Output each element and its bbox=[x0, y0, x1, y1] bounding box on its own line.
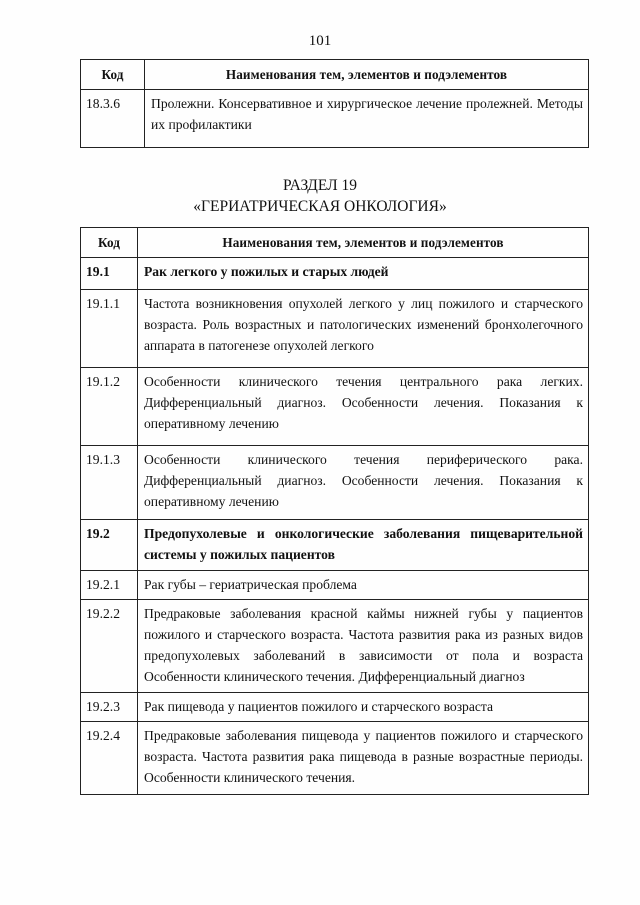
row-text: Частота возникновения опухолей легкого у лиц пожилого и старческого возраста. Роль возрастных и патологических изменений бронхолегочного аппарата в патогенезе опухолей легкого bbox=[138, 290, 589, 368]
table-continued bbox=[80, 59, 589, 148]
row-code: 18.3.6 bbox=[81, 90, 145, 148]
header-name: Наименования тем, элементов и подэлементов bbox=[145, 60, 589, 90]
row-code: 19.2.1 bbox=[81, 571, 138, 600]
table-row bbox=[81, 600, 589, 693]
row-text: Предраковые заболевания красной каймы нижней губы у пациентов пожилого и старческого возраста. Частота развития рака из разных видов предопухолевых заболеваний в зависимости от пола и возраста Особенности клинического течения. Дифференциальный диагноз bbox=[138, 600, 589, 693]
table-row bbox=[81, 571, 589, 600]
row-code: 19.2.2 bbox=[81, 600, 138, 693]
table-row bbox=[81, 722, 589, 795]
table-row bbox=[81, 520, 589, 571]
table-row bbox=[81, 446, 589, 520]
table-row bbox=[81, 693, 589, 722]
table-row bbox=[81, 90, 589, 148]
row-text: Особенности клинического течения периферического рака. Дифференциальный диагноз. Особенности лечения. Показания к оперативному лечению bbox=[138, 446, 589, 520]
topics-table bbox=[80, 227, 589, 795]
row-code: 19.1.2 bbox=[81, 368, 138, 446]
row-text: Предраковые заболевания пищевода у пациентов пожилого и старческого возраста. Частота развития рака пищевода в разные возрастные периоды. Особенности клинического течения. bbox=[138, 722, 589, 795]
page-number: 101 bbox=[308, 33, 332, 49]
header-code: Код bbox=[81, 228, 138, 258]
header-code: Код bbox=[81, 60, 145, 90]
row-code: 19.1 bbox=[81, 258, 138, 290]
table-row bbox=[81, 368, 589, 446]
table-header-row bbox=[81, 60, 589, 90]
row-code: 19.1.3 bbox=[81, 446, 138, 520]
row-text: Рак легкого у пожилых и старых людей bbox=[138, 258, 589, 290]
row-text: Рак губы – гериатрическая проблема bbox=[138, 571, 589, 600]
table-row bbox=[81, 258, 589, 290]
row-code: 19.1.1 bbox=[81, 290, 138, 368]
row-text: Рак пищевода у пациентов пожилого и старческого возраста bbox=[138, 693, 589, 722]
row-text: Пролежни. Консервативное и хирургическое лечение пролежней. Методы их профилактики bbox=[145, 90, 589, 148]
row-code: 19.2 bbox=[81, 520, 138, 571]
section-subtitle: «ГЕРИАТРИЧЕСКАЯ ОНКОЛОГИЯ» bbox=[193, 198, 447, 215]
row-code: 19.2.3 bbox=[81, 693, 138, 722]
table-header-row bbox=[81, 228, 589, 258]
row-code: 19.2.4 bbox=[81, 722, 138, 795]
table-row bbox=[81, 290, 589, 368]
row-text: Особенности клинического течения центрального рака легких. Дифференциальный диагноз. Особенности лечения. Показания к оперативному лечению bbox=[138, 368, 589, 446]
header-name: Наименования тем, элементов и подэлементов bbox=[138, 228, 589, 258]
section-title: РАЗДЕЛ 19 bbox=[283, 177, 357, 194]
row-text: Предопухолевые и онкологические заболевания пищеварительной системы у пожилых пациентов bbox=[138, 520, 589, 571]
